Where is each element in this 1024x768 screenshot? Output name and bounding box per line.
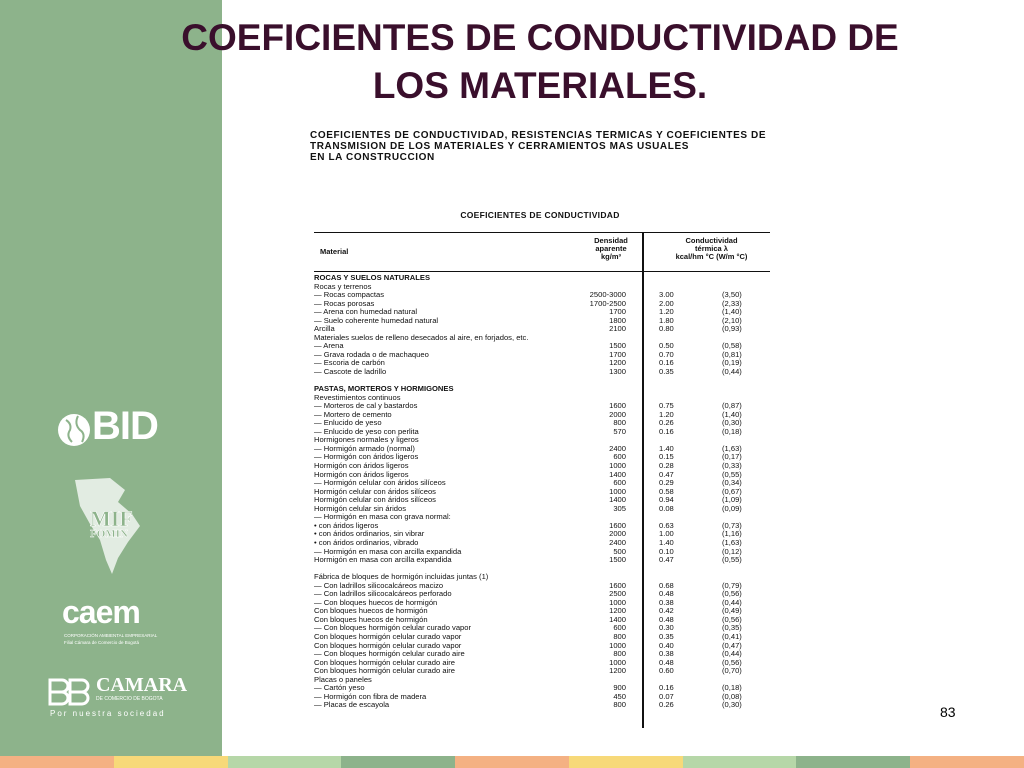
- material-cell: ROCAS Y SUELOS NATURALES: [314, 273, 431, 282]
- material-cell: — Mortero de cemento: [314, 409, 392, 419]
- material-cell: — Suelo coherente humedad natural: [314, 315, 439, 325]
- page-number: 83: [940, 704, 956, 720]
- material-cell: — Hormigón con fibra de madera: [314, 691, 427, 701]
- caem-wordmark: caem: [62, 594, 140, 630]
- material-cell: Con bloques hormigón celular curado aire: [314, 657, 455, 667]
- conductivity-w-cell: (0,47): [722, 640, 742, 650]
- density-cell: 305: [613, 503, 626, 513]
- conductivity-kcal-cell: 0.58: [659, 486, 674, 496]
- fomin-text: FOMIN: [90, 528, 128, 540]
- camara-subtext: DE COMERCIO DE BOGOTA: [96, 696, 163, 702]
- density-cell: 1200: [609, 666, 626, 676]
- density-cell: 900: [613, 683, 626, 693]
- conductivity-kcal-cell: 0.29: [659, 478, 674, 488]
- material-cell: Hormigón celular sin áridos: [314, 503, 407, 513]
- density-cell: 1000: [609, 486, 626, 496]
- material-cell: Hormigón celular con áridos silíceos: [314, 495, 436, 505]
- column-divider: [642, 232, 644, 728]
- table-body: [314, 274, 770, 710]
- column-header-conductivity: [654, 237, 769, 261]
- material-cell: Hormigón celular con áridos silíceos: [314, 486, 436, 496]
- material-cell: — Con bloques hormigón celular curado aire: [314, 649, 465, 659]
- conductivity-header-line: térmica λ: [695, 244, 728, 253]
- density-cell: 2500: [609, 589, 626, 599]
- density-cell: 1700: [609, 307, 626, 317]
- table-row: [314, 701, 770, 710]
- conductivity-kcal-cell: 0.35: [659, 367, 674, 377]
- density-cell: 570: [613, 426, 626, 436]
- material-cell: Arcilla: [314, 324, 335, 334]
- material-cell: Revestimientos continuos: [314, 392, 401, 402]
- density-cell: 600: [613, 623, 626, 633]
- density-cell: 1200: [609, 358, 626, 368]
- conductivity-w-cell: (2,33): [722, 298, 742, 308]
- conductivity-kcal-cell: 0.26: [659, 700, 674, 710]
- density-cell: 450: [613, 691, 626, 701]
- conductivity-kcal-cell: 0.42: [659, 606, 674, 616]
- conductivity-w-cell: (1,40): [722, 409, 742, 419]
- conductivity-kcal-cell: 0.16: [659, 683, 674, 693]
- conductivity-kcal-cell: 0.47: [659, 469, 674, 479]
- density-cell: 1800: [609, 315, 626, 325]
- conductivity-kcal-cell: 0.16: [659, 426, 674, 436]
- conductivity-w-cell: (2,10): [722, 315, 742, 325]
- conductivity-kcal-cell: 2.00: [659, 298, 674, 308]
- density-cell: 1000: [609, 640, 626, 650]
- conductivity-kcal-cell: 1.20: [659, 307, 674, 317]
- camara-logo: [46, 674, 186, 720]
- material-cell: — Enlucido de yeso con perlita: [314, 426, 419, 436]
- conductivity-table-document: [310, 130, 770, 710]
- density-cell: 2100: [609, 324, 626, 334]
- conductivity-w-cell: (1,40): [722, 307, 742, 317]
- conductivity-w-cell: (0,56): [722, 657, 742, 667]
- conductivity-w-cell: (0,58): [722, 341, 742, 351]
- material-cell: — Hormigón celular con áridos silíceos: [314, 478, 446, 488]
- conductivity-kcal-cell: 0.48: [659, 614, 674, 624]
- material-cell: — Con ladrillos silicocalcáreos macizo: [314, 580, 444, 590]
- density-cell: 1000: [609, 657, 626, 667]
- conductivity-kcal-cell: 0.10: [659, 546, 674, 556]
- material-cell: Fábrica de bloques de hormigón incluidas juntas (1): [314, 572, 489, 582]
- table-row: [314, 291, 770, 300]
- density-cell: 1600: [609, 580, 626, 590]
- conductivity-kcal-cell: 0.40: [659, 640, 674, 650]
- material-cell: — Morteros de cal y bastardos: [314, 401, 418, 411]
- conductivity-kcal-cell: 0.35: [659, 631, 674, 641]
- strip-segment: [341, 756, 455, 768]
- density-cell: 800: [613, 649, 626, 659]
- conductivity-w-cell: (0,70): [722, 666, 742, 676]
- material-cell: — Hormigón en masa con grava normal:: [314, 512, 451, 522]
- conductivity-w-cell: (0,73): [722, 520, 742, 530]
- material-cell: — Hormigón en masa con arcilla expandida: [314, 546, 462, 556]
- camara-tagline: Por nuestra sociedad: [50, 709, 166, 718]
- conductivity-w-cell: (0,08): [722, 691, 742, 701]
- density-cell: 2000: [609, 409, 626, 419]
- material-cell: Con bloques hormigón celular curado vapor: [314, 640, 462, 650]
- conductivity-w-cell: (0,87): [722, 401, 742, 411]
- document-header: [310, 130, 770, 163]
- conductivity-w-cell: (0,12): [722, 546, 742, 556]
- conductivity-kcal-cell: 0.38: [659, 597, 674, 607]
- conductivity-kcal-cell: 3.00: [659, 290, 674, 300]
- table-row: [314, 667, 770, 676]
- material-cell: — Cartón yeso: [314, 683, 365, 693]
- conductivity-w-cell: (0,09): [722, 503, 742, 513]
- density-cell: 2000: [609, 529, 626, 539]
- conductivity-kcal-cell: 0.94: [659, 495, 674, 505]
- slide-title: COEFICIENTES DE CONDUCTIVIDAD DE LOS MATERIALES.: [181, 17, 899, 106]
- strip-segment: [455, 756, 569, 768]
- conductivity-w-cell: (0,93): [722, 324, 742, 334]
- caem-line2: Filial Cámara de Comercio de Bogotá: [64, 640, 140, 645]
- conductivity-kcal-cell: 1.80: [659, 315, 674, 325]
- density-cell: 1300: [609, 367, 626, 377]
- material-cell: — Placas de escayola: [314, 700, 390, 710]
- material-cell: Hormigones normales y ligeros: [314, 435, 419, 445]
- material-cell: Hormigón en masa con arcilla expandida: [314, 555, 452, 565]
- table-row: [314, 676, 770, 685]
- conductivity-w-cell: (0,18): [722, 683, 742, 693]
- strip-segment: [0, 756, 114, 768]
- conductivity-w-cell: (0,41): [722, 631, 742, 641]
- conductivity-w-cell: (1,63): [722, 537, 742, 547]
- conductivity-kcal-cell: 0.70: [659, 349, 674, 359]
- conductivity-kcal-cell: 0.68: [659, 580, 674, 590]
- conductivity-kcal-cell: 0.28: [659, 461, 674, 471]
- conductivity-kcal-cell: 1.00: [659, 529, 674, 539]
- sidebar-panel: [0, 0, 222, 768]
- density-cell: 800: [613, 631, 626, 641]
- conductivity-w-cell: (0,55): [722, 555, 742, 565]
- density-cell: 1600: [609, 401, 626, 411]
- density-cell: 1400: [609, 495, 626, 505]
- conductivity-header-line: Conductividad: [685, 236, 738, 245]
- density-cell: 1000: [609, 597, 626, 607]
- conductivity-kcal-cell: 0.26: [659, 418, 674, 428]
- conductivity-kcal-cell: 0.08: [659, 503, 674, 513]
- conductivity-w-cell: (0,17): [722, 452, 742, 462]
- mif-fomin-logo: [70, 476, 160, 576]
- document-header-line: EN LA CONSTRUCCION: [310, 152, 435, 163]
- table-row: [314, 334, 770, 343]
- conductivity-w-cell: (0,49): [722, 606, 742, 616]
- conductivity-kcal-cell: 0.16: [659, 358, 674, 368]
- density-cell: 2400: [609, 537, 626, 547]
- density-cell: 800: [613, 418, 626, 428]
- material-cell: Rocas y terrenos: [314, 281, 372, 291]
- material-cell: — Arena con humedad natural: [314, 307, 418, 317]
- conductivity-kcal-cell: 1.20: [659, 409, 674, 419]
- strip-segment: [114, 756, 228, 768]
- density-cell: 1200: [609, 606, 626, 616]
- material-cell: Con bloques hormigón celular curado vapor: [314, 631, 462, 641]
- material-cell: — Enlucido de yeso: [314, 418, 382, 428]
- caem-logo: [62, 594, 172, 650]
- table-header: [314, 232, 770, 272]
- material-cell: Placas o paneles: [314, 674, 372, 684]
- material-cell: — Grava rodada o de machaqueo: [314, 349, 429, 359]
- material-cell: Con bloques hormigón celular curado aire: [314, 666, 455, 676]
- conductivity-kcal-cell: 0.38: [659, 649, 674, 659]
- conductivity-kcal-cell: 0.48: [659, 589, 674, 599]
- density-header-line: Densidad: [594, 236, 628, 245]
- conductivity-w-cell: (0,44): [722, 597, 742, 607]
- conductivity-w-cell: (0,30): [722, 418, 742, 428]
- camara-wordmark: CAMARA: [96, 674, 188, 696]
- mif-text: MIF: [90, 506, 133, 531]
- density-cell: 1400: [609, 469, 626, 479]
- conductivity-table: [314, 232, 770, 710]
- material-cell: — Escoria de carbón: [314, 358, 385, 368]
- table-row: [314, 317, 770, 326]
- conductivity-w-cell: (1,63): [722, 443, 742, 453]
- globe-icon: [56, 410, 92, 450]
- conductivity-w-cell: (0,55): [722, 469, 742, 479]
- conductivity-w-cell: (0,44): [722, 367, 742, 377]
- conductivity-kcal-cell: 0.30: [659, 623, 674, 633]
- table-row: [314, 368, 770, 377]
- conductivity-kcal-cell: 0.15: [659, 452, 674, 462]
- material-cell: — Rocas porosas: [314, 298, 375, 308]
- material-cell: — Cascote de ladrillo: [314, 367, 387, 377]
- conductivity-w-cell: (0,79): [722, 580, 742, 590]
- conductivity-kcal-cell: 0.75: [659, 401, 674, 411]
- material-cell: — Con ladrillos silicocalcáreos perforado: [314, 589, 452, 599]
- document-header-line: TRANSMISION DE LOS MATERIALES Y CERRAMIENTOS MAS USUALES: [310, 141, 689, 152]
- material-cell: — Rocas compactas: [314, 290, 385, 300]
- table-subtitle: COEFICIENTES DE CONDUCTIVIDAD: [460, 210, 620, 220]
- conductivity-w-cell: (0,34): [722, 478, 742, 488]
- camara-emblem-icon: [46, 676, 90, 706]
- conductivity-w-cell: (1,16): [722, 529, 742, 539]
- bid-logo: [56, 404, 166, 452]
- conductivity-kcal-cell: 0.80: [659, 324, 674, 334]
- density-cell: 1500: [609, 341, 626, 351]
- conductivity-w-cell: (0,67): [722, 486, 742, 496]
- density-cell: 1700-2500: [589, 298, 626, 308]
- table-row: [314, 513, 770, 522]
- density-cell: 2400: [609, 443, 626, 453]
- strip-segment: [910, 756, 1024, 768]
- conductivity-kcal-cell: 0.60: [659, 666, 674, 676]
- material-cell: Materiales suelos de relleno desecados al aire, en forjados, etc.: [314, 332, 529, 342]
- conductivity-w-cell: (0,56): [722, 614, 742, 624]
- conductivity-w-cell: (0,56): [722, 589, 742, 599]
- conductivity-w-cell: (1,09): [722, 495, 742, 505]
- strip-segment: [796, 756, 910, 768]
- density-cell: 600: [613, 452, 626, 462]
- material-cell: Con bloques huecos de hormigón: [314, 614, 428, 624]
- strip-segment: [569, 756, 683, 768]
- table-row: [314, 556, 770, 565]
- conductivity-w-cell: (0,81): [722, 349, 742, 359]
- caem-line1: CORPORACIÓN AMBIENTAL EMPRESARIAL: [64, 633, 158, 638]
- conductivity-header-line: kcal/hm °C (W/m °C): [675, 252, 748, 261]
- material-cell: — Con bloques huecos de hormigón: [314, 597, 438, 607]
- table-row: [314, 411, 770, 420]
- material-cell: — Hormigón armado (normal): [314, 443, 415, 453]
- density-cell: 2500-3000: [589, 290, 626, 300]
- conductivity-w-cell: (0,30): [722, 700, 742, 710]
- density-cell: 1600: [609, 520, 626, 530]
- conductivity-w-cell: (3,50): [722, 290, 742, 300]
- conductivity-kcal-cell: 0.63: [659, 520, 674, 530]
- table-row: [314, 274, 770, 283]
- material-cell: Hormigón con áridos ligeros: [314, 469, 409, 479]
- material-cell: PASTAS, MORTEROS Y HORMIGONES: [314, 384, 454, 394]
- density-cell: 1000: [609, 461, 626, 471]
- density-cell: 600: [613, 478, 626, 488]
- material-cell: Con bloques huecos de hormigón: [314, 606, 428, 616]
- column-header-material: Material: [320, 247, 349, 256]
- conductivity-w-cell: (0,18): [722, 426, 742, 436]
- bid-wordmark: BID: [92, 404, 158, 448]
- density-header-line: aparente: [595, 244, 627, 253]
- density-cell: 1400: [609, 614, 626, 624]
- conductivity-kcal-cell: 0.50: [659, 341, 674, 351]
- conductivity-kcal-cell: 1.40: [659, 537, 674, 547]
- material-cell: — Con bloques hormigón celular curado vapor: [314, 623, 472, 633]
- density-header-line: kg/m³: [600, 252, 621, 261]
- conductivity-kcal-cell: 0.48: [659, 657, 674, 667]
- column-header-density: [586, 237, 636, 261]
- material-cell: • con áridos ligeros: [314, 520, 379, 530]
- material-cell: Hormigón con áridos ligeros: [314, 461, 409, 471]
- material-cell: • con áridos ordinarios, sin vibrar: [314, 529, 425, 539]
- conductivity-kcal-cell: 0.47: [659, 555, 674, 565]
- density-cell: 500: [613, 546, 626, 556]
- strip-segment: [683, 756, 797, 768]
- conductivity-w-cell: (0,33): [722, 461, 742, 471]
- conductivity-w-cell: (0,19): [722, 358, 742, 368]
- strip-segment: [228, 756, 342, 768]
- material-cell: — Hormigón con áridos ligeros: [314, 452, 419, 462]
- density-cell: 800: [613, 700, 626, 710]
- conductivity-kcal-cell: 1.40: [659, 443, 674, 453]
- conductivity-kcal-cell: 0.07: [659, 691, 674, 701]
- bottom-color-strip: [0, 756, 1024, 768]
- conductivity-w-cell: (0,44): [722, 649, 742, 659]
- density-cell: 1500: [609, 555, 626, 565]
- density-cell: 1700: [609, 349, 626, 359]
- material-cell: • con áridos ordinarios, vibrado: [314, 537, 419, 547]
- document-header-line: COEFICIENTES DE CONDUCTIVIDAD, RESISTENCIAS TERMICAS Y COEFICIENTES DE: [310, 130, 767, 141]
- material-cell: — Arena: [314, 341, 344, 351]
- conductivity-w-cell: (0,35): [722, 623, 742, 633]
